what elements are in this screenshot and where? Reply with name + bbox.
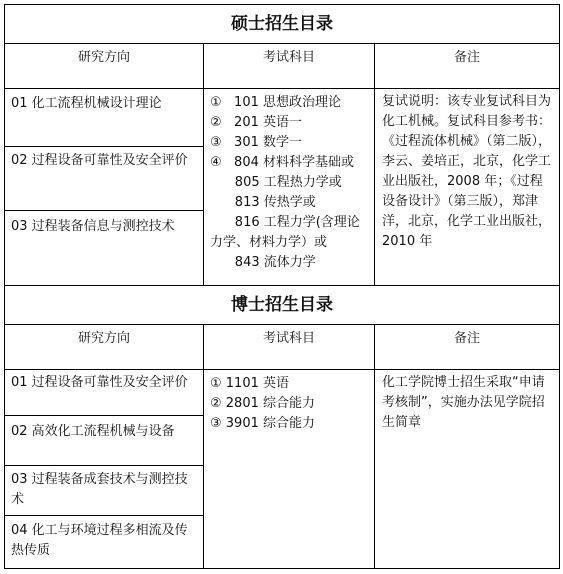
master-direction-item: 01 化工流程机械设计理论	[5, 89, 203, 147]
doctor-directions-cell	[5, 370, 204, 569]
doctor-title: 博士招生目录	[5, 286, 560, 325]
subject-line: 843 流体力学	[210, 255, 316, 270]
enrollment-catalog-table	[4, 4, 560, 569]
doctor-title-row	[5, 286, 560, 325]
master-header-notes: 备注	[375, 44, 560, 89]
subject-line: 816 工程力学(含理论	[210, 215, 360, 230]
doctor-direction-item: 04 化工与环境过程多相流及传热传质	[11, 523, 188, 558]
master-body-row	[5, 89, 560, 286]
master-subjects-cell	[204, 89, 375, 286]
subject-line: ③ 3901 综合能力	[210, 416, 316, 431]
master-direction-item: 02 过程设备可靠性及安全评价	[5, 147, 203, 211]
subject-line: ③ 301 数学一	[210, 135, 302, 150]
doctor-direction-item: 02 高效化工流程机械与设备	[5, 416, 203, 466]
subject-line: ② 2801 综合能力	[210, 396, 316, 411]
doctor-subjects-cell	[204, 370, 375, 569]
master-directions-cell	[5, 89, 204, 286]
master-header-direction: 研究方向	[5, 44, 204, 89]
master-title-row	[5, 5, 560, 44]
doctor-direction-item: 01 过程设备可靠性及安全评价	[5, 370, 203, 416]
subject-line: ① 1101 英语	[210, 376, 290, 391]
master-direction-item: 03 过程装备信息与测控技术	[11, 219, 175, 234]
master-note: 复试说明：该专业复试科目为化工机械。复试科目参考书：《过程流体机械》（第二版），李云、姜培正，北京，化学工业出版社，2008 年；《过程设备设计》（第三版），郑津洋，北京，化学工业出版社，2010 年	[375, 89, 560, 286]
master-title: 硕士招生目录	[5, 5, 560, 44]
master-header-row	[5, 44, 560, 89]
doctor-body-row	[5, 370, 560, 569]
doctor-note: 化工学院博士招生采取“申请考核制”，实施办法见学院招生简章	[375, 370, 560, 569]
subject-line: ② 201 英语一	[210, 115, 302, 130]
subject-line: 805 工程热力学或	[210, 175, 342, 190]
subject-line: 813 传热学或	[210, 195, 316, 210]
doctor-header-notes: 备注	[375, 325, 560, 370]
doctor-direction-item: 03 过程装备成套技术与测控技术	[5, 466, 203, 516]
doctor-header-subjects: 考试科目	[204, 325, 375, 370]
subject-line: ① 101 思想政治理论	[210, 95, 341, 110]
master-header-subjects: 考试科目	[204, 44, 375, 89]
subject-line: 力学、材料力学）或	[210, 235, 328, 250]
doctor-header-direction: 研究方向	[5, 325, 204, 370]
subject-line: ④ 804 材料科学基础或	[210, 155, 354, 170]
doctor-header-row	[5, 325, 560, 370]
